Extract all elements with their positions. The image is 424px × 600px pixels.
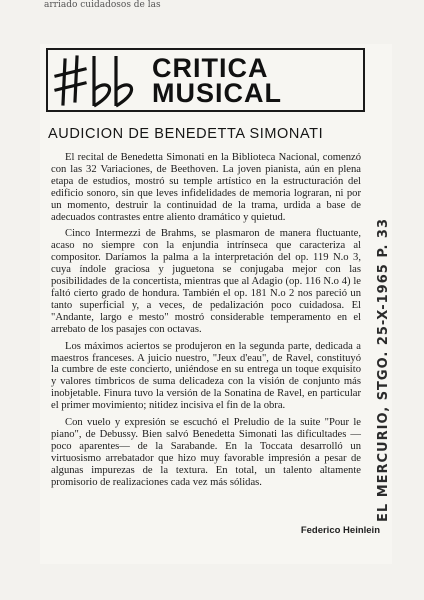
column-title-line2: MUSICAL [152,78,282,108]
article-paragraph: Los máximos aciertos se produjeron en la segunda parte, dedicada a maestros franceses. A juicio nuestro, "Jeux d'eau", de Ravel, constituyó la cumbre de este concierto, uniéndose en su entrega un toque exquisito y valores tímbricos de suma delicadeza con la visión de conjunto más inobjetable. Finura tuvo la versión de la Sonatina de Ravel, en particular el primer movimiento; nitidez incisiva el fin de la obra. [51,340,361,412]
article-paragraph: Con vuelo y expresión se escuchó el Preludio de la suite "Pour le piano", de Debussy. Bien salvó Benedetta Simonati las dificultades —poco aparentes— de la Sarabande. En la Toccata desarrolló un virtuosismo arrebatador que hizo muy favorable impresión a pesar de algunas impurezas de la textura. En total, un talento altamente promisorio de realizaciones cada vez más sólidas. [51,417,361,488]
column-title [152,53,357,108]
previous-article-strip: arriado cuidadosos de las [44,0,161,10]
column-header [46,48,365,112]
handwritten-annotation: EL MERCURIO, STGO. 25-X-1965 P. 33 [376,217,391,522]
sharp-flat-logo-icon [52,52,144,110]
article-paragraph: El recital de Benedetta Simonati en la Biblioteca Nacional, comenzó con las 32 Variaciones, de Beethoven. La joven pianista, aún en plena etapa de estudios, mostró su temple artístico en la estructuración del edificio sonoro, sin que leves infidelidades de memoria lograran, ni por un momento, destruir la continuidad de la trama, urdida a base de adecuados contrastes entre aliento dramático y quietud. [51,152,361,223]
author-signature: Federico Heinlein [300,525,380,536]
column-title-line1: CRITICA [152,53,269,83]
article-body [51,152,361,493]
article-title: AUDICION DE BENEDETTA SIMONATI [48,126,324,142]
article-paragraph: Cinco Intermezzi de Brahms, se plasmaron de manera fluctuante, acaso no siempre con la enjundia intrínseca que caracteriza al compositor. Daríamos la palma a la interpretación del op. 119 N.o 3, cuya índole graciosa y juguetona se conjugaba mejor con las posibilidades de la concertista, mientras que al Adagio (op. 116 N.o 4) le faltó cierto grado de hondura. También el op. 181 N.o 2 nos pareció un tanto superficial y, a veces, de pedalización poco cuidadosa. El "Andante, largo e mesto" mostró considerable temperamento en el arrebato de los pasajes con octavas. [51,228,361,335]
